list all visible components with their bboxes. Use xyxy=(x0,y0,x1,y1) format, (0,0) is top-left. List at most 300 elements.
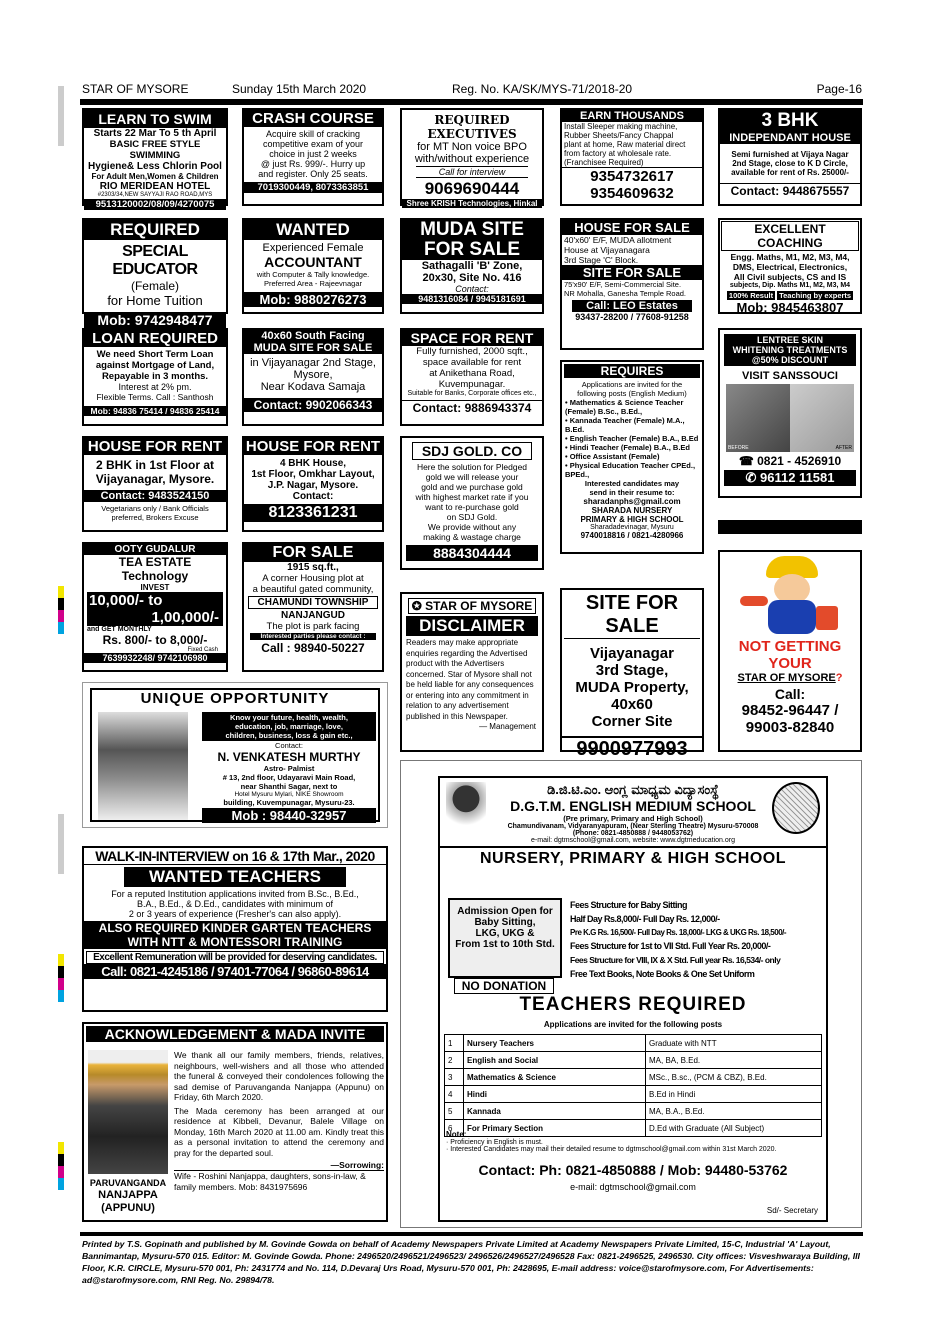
ad-for-sale-plot xyxy=(242,542,384,672)
ad-tea-estate xyxy=(82,542,228,672)
ad-paragraph: Wife - Roshini Nanjappa, daughters, sons-in-law, & family members. Mob: 8431975696 xyxy=(174,1171,366,1192)
ad-phone-line xyxy=(724,470,856,486)
row-number: 4 xyxy=(445,1086,464,1103)
ad-text: on SDJ Gold. xyxy=(446,512,498,522)
ad-text: Applications are invited for the xyxy=(581,380,683,389)
ad-phone: 8884304444 xyxy=(406,545,538,561)
ad-text: Install Sleeper making machine, xyxy=(564,122,678,131)
ad-text: All Civil subjects, CS and IS xyxy=(733,272,847,282)
ad-space-for-rent xyxy=(400,328,544,426)
post-qualification: MA, B.A., B.Ed. xyxy=(646,1103,822,1120)
ad-text: 40'x60' E/F, MUDA allotment xyxy=(564,235,672,245)
post-name: Hindi xyxy=(464,1086,646,1103)
ad-text: ACCOUNTANT xyxy=(264,254,362,270)
ad-text: Call: LEO Estates xyxy=(572,300,692,312)
ad-title: NOT GETTING xyxy=(738,638,842,655)
ad-text: Hygiene& Less Chlorin Pool xyxy=(88,161,222,172)
ad-text: B.A., B.Ed., & D.Ed., candidates with minimum of xyxy=(136,899,334,909)
ad-title: FOR SALE xyxy=(244,544,382,562)
ad-title: WHITENING TREATMENTS xyxy=(732,345,848,355)
ad-text: The plot is park facing xyxy=(266,621,360,632)
ad-text: at Anikethana Road, xyxy=(429,368,515,379)
table-row xyxy=(445,1086,822,1103)
row-number: 5 xyxy=(445,1103,464,1120)
ad-text: (Female) xyxy=(130,279,179,293)
ad-phone: 93437-28200 / 77608-91258 xyxy=(575,312,689,322)
ad-phone: 0821 - 4526910 xyxy=(757,454,842,468)
ad-title: LOAN REQUIRED xyxy=(84,330,226,347)
ad-text: Chamundivanam, Vidyaranyapuram, (Near Sterling Theatre) Mysuru-570008 xyxy=(507,823,759,830)
coaching-badges xyxy=(720,291,860,300)
ad-text: Fully furnished, 2000 sqft., xyxy=(416,346,528,357)
ad-text: (Franchisee Required) xyxy=(564,158,644,167)
after-photo xyxy=(790,384,854,452)
ad-text: Engg. Maths, M1, M2, M3, M4, xyxy=(730,252,850,262)
registration-number: Reg. No. KA/SK/MYS-71/2018-20 xyxy=(452,82,633,96)
ad-text: RIO MERIDEAN HOTEL xyxy=(99,181,211,192)
school-banner: NURSERY, PRIMARY & HIGH SCHOOL xyxy=(480,850,786,867)
ad-title: REQUIRED xyxy=(84,220,226,240)
fee-line: Fees Structure for 1st to VII Std. Full Year Rs. 20,000/- xyxy=(570,941,771,951)
ad-special-educator xyxy=(82,218,228,328)
ad-text: SPECIAL EDUCATOR xyxy=(112,243,198,278)
black-bar xyxy=(718,520,862,534)
ad-text: # 13, 2nd floor, Udayaravi Main Road, xyxy=(222,773,356,782)
ad-loan-required xyxy=(82,328,228,426)
ad-text: PRIMARY & HIGH SCHOOL xyxy=(580,515,684,524)
ad-phone: 98452-96447 / xyxy=(741,702,839,719)
ad-text: 10,000/- to xyxy=(89,592,163,609)
ad-text: children, business, loss & gain etc., xyxy=(225,731,353,740)
divider xyxy=(440,846,826,848)
ad-text: competitive exam of your xyxy=(262,139,364,149)
ad-text: (Phone: 0821-4850888 / 9448053762) xyxy=(572,830,694,837)
fee-structure xyxy=(570,900,826,979)
table-row xyxy=(445,1069,822,1086)
post-qualification: D.Ed with Graduate (All Subject) xyxy=(646,1120,822,1137)
ad-title: WANTED xyxy=(244,220,382,240)
ad-text: gold and we purchase gold xyxy=(421,482,523,492)
ad-text: Hotel Mysuru Mylari, NIKE Showroom xyxy=(234,791,344,798)
post-name: Mathematics & Science xyxy=(464,1069,646,1086)
ad-text: For Adult Men,Women & Children xyxy=(91,172,219,181)
ad-text: education, job, marriage, love, xyxy=(235,722,343,731)
ad-text: Vijayanagar, Mysore. xyxy=(95,472,215,486)
ad-text: Fixed Cash xyxy=(187,647,218,653)
ad-site-for-sale xyxy=(560,588,704,760)
ad-crash-course xyxy=(242,108,384,206)
ad-house-for-rent-4bhk xyxy=(242,436,384,532)
footer-rule xyxy=(80,1232,863,1236)
ad-text: gold we will release your xyxy=(425,472,519,482)
ad-text: 1,00,000/- xyxy=(151,609,219,626)
ad-text: Sharadadevinagar, Mysuru xyxy=(590,524,674,531)
issue-date: Sunday 15th March 2020 xyxy=(232,82,367,96)
ad-title: HOUSE FOR RENT xyxy=(84,438,226,455)
ad-phone: 99003-82840 xyxy=(745,719,835,736)
ad-text: 1915 sq.ft., xyxy=(287,562,339,573)
invest-amount xyxy=(87,592,223,626)
ad-phone: Mob : 98440-32957 xyxy=(202,808,376,823)
ad-text: · Interested Candidates may mail their detailed resume to dgtmschool@gmail.com within 31st March 2020. xyxy=(446,1146,777,1153)
ad-phone: 9900977993 xyxy=(562,736,702,761)
ad-phone: 9513120002/08/09/4270075 xyxy=(84,199,226,210)
ad-list-item: • Kannada Teacher (Female) M.A., B.Ed. xyxy=(565,416,685,434)
ad-text: Preferred Area - Rajeevnagar xyxy=(264,279,362,288)
ad-earn-thousands xyxy=(560,108,704,206)
ad-text: Here the solution for Pledged xyxy=(416,462,528,472)
school-notes xyxy=(446,1130,820,1153)
ad-title: SITE FOR SALE xyxy=(585,592,679,637)
ad-house-and-site-for-sale xyxy=(560,218,704,350)
school-name: D.G.T.M. ENGLISH MEDIUM SCHOOL xyxy=(510,798,756,814)
ad-text: STAR OF MYSORE xyxy=(737,672,836,684)
ad-list-item: • Physical Education Teacher CPEd., BPEd., xyxy=(565,461,696,479)
ad-phone: Mob: 9880276273 xyxy=(244,292,382,307)
ad-title: UNIQUE OPPORTUNITY xyxy=(140,690,330,707)
ad-text: SHARADA NURSERY xyxy=(591,506,673,515)
ad-text: sharadanphs@gmail.com xyxy=(583,497,681,506)
ad-text: Contact: xyxy=(455,284,489,294)
ad-text: NANJANGUD xyxy=(281,610,345,621)
ad-text: Rs. 800/- to 8,000/- xyxy=(102,633,208,647)
ad-text: following posts (English Medium) xyxy=(577,389,687,398)
ad-wanted-accountant xyxy=(242,218,384,314)
ad-text: Vijayanagar xyxy=(590,645,674,662)
ad-text: 4 BHK House, xyxy=(279,458,347,469)
ad-phone: 7639932248/ 9742106980 xyxy=(84,653,226,663)
admission-box xyxy=(448,898,562,978)
row-number: 6 xyxy=(445,1120,464,1137)
post-qualification: MA, BA, B.Ed. xyxy=(646,1052,822,1069)
registration-marks xyxy=(58,86,64,1266)
ad-title: WANTED TEACHERS xyxy=(124,867,346,887)
ad-text: with/without experience xyxy=(414,153,530,165)
paper-line xyxy=(720,672,860,684)
ad-text: VISIT SANSSOUCI xyxy=(742,370,838,382)
ad-text: 2nd Stage, close to K D Circle, xyxy=(732,159,848,168)
fee-line: Free Text Books, Note Books & One Set Uniform xyxy=(570,969,755,979)
ad-phone: 9354732617 xyxy=(562,167,702,185)
ad-text: House at Vijayanagara xyxy=(564,245,650,255)
row-number: 3 xyxy=(445,1069,464,1086)
school-logo-left xyxy=(446,782,486,838)
ad-text: near Shanthi Sagar, next to xyxy=(240,782,338,791)
ad-text: available for rent of Rs. 25000/- xyxy=(731,168,849,177)
ad-text: Shree KRISH Technologies, Hinkal xyxy=(402,199,542,208)
header-rule xyxy=(80,99,863,105)
ad-title: FOR SALE xyxy=(402,240,542,260)
ad-text: Mysore, xyxy=(293,369,333,381)
table-row xyxy=(445,1035,822,1052)
ad-text: Semi furnished at Vijaya Nagar xyxy=(731,150,849,159)
ad-text: ? xyxy=(835,672,843,684)
astro-services xyxy=(202,712,376,741)
ad-text: 40x60 xyxy=(611,696,653,713)
ad-text: making & wastage charge xyxy=(423,532,521,542)
post-qualification: B.Ed in Hindi xyxy=(646,1086,822,1103)
row-number: 2 xyxy=(445,1052,464,1069)
ad-text: Kuvempunagar. xyxy=(438,379,506,390)
ad-text: e-mail: dgtmschool@gmail.com, website: www.dgtmeducation.org xyxy=(531,837,735,844)
ad-text: 2 or 3 years of experience (Fresher's can also apply). xyxy=(128,909,342,919)
ad-title: 3 BHK xyxy=(720,110,860,132)
ad-title: WALK-IN-INTERVIEW on 16 & 17th Mar., 2020 xyxy=(84,848,386,865)
ad-phone: Contact: 9886943374 xyxy=(402,400,542,415)
deceased-name: NANJAPPA xyxy=(98,1189,158,1201)
ad-disclaimer xyxy=(400,592,544,752)
post-name: For Primary Section xyxy=(464,1120,646,1137)
ad-text: in Vijayanagar 2nd Stage, xyxy=(250,357,376,369)
no-donation-badge: NO DONATION xyxy=(454,978,554,994)
ad-text: ALSO REQUIRED KINDER GARTEN TEACHERS xyxy=(84,921,386,935)
ad-text: Contact: xyxy=(292,491,334,502)
ad-title: OOTY GUDALUR xyxy=(84,544,226,555)
ad-text: subjects, Dip. Maths M1, M2, M3, M4 xyxy=(729,282,851,289)
ad-phone: 9481316084 / 9945181691 xyxy=(402,294,542,304)
ad-phone: 9740018816 / 0821-4280966 xyxy=(580,531,684,540)
ad-title: REQUIRES xyxy=(564,364,700,378)
ad-phone: Mob: 94836 75414 / 94836 25414 xyxy=(84,406,226,416)
ad-dgtm-school xyxy=(438,776,828,1222)
ad-phone: Call : 98940-50227 xyxy=(261,641,365,655)
ad-title: SDJ GOLD. CO xyxy=(412,442,532,460)
ad-title: MUDA SITE xyxy=(402,220,542,240)
ad-title: LENTREE SKIN xyxy=(756,335,823,345)
ad-house-for-rent-2bhk xyxy=(82,436,228,532)
ad-required-executives xyxy=(400,108,544,206)
ad-not-getting-paper xyxy=(718,550,862,752)
ad-title: @50% DISCOUNT xyxy=(751,355,829,365)
ad-text: building, Kuvempunagar, Mysuru-23. xyxy=(223,798,355,807)
ad-text: (Pre primary, Primary and High School) xyxy=(563,814,703,823)
ad-unique-opportunity xyxy=(90,688,380,822)
ad-learn-to-swim xyxy=(82,108,228,210)
deceased-name: PARUVANGANDA xyxy=(89,1178,167,1188)
ad-title: EARN THOUSANDS xyxy=(562,110,702,122)
ad-text: MUDA Property, xyxy=(575,679,689,696)
ad-text: 3rd Stage 'C' Block. xyxy=(564,255,639,265)
ad-text: Starts 22 Mar To 5 th April xyxy=(93,128,217,139)
ad-phone: 7019300449, 8073363851 xyxy=(244,182,382,193)
imprint-footer: Printed by T.S. Gopinath and published by M. Govinde Gowda on behalf of Academy Newspapers Private Limited at Academy Newspapers Private Limited, 15-C, Industrial 'A' Layout, Bannimantap, Mysuru-570 015. Editor: M. Govinde Gowda. Phone: 2496520/2496521/2496523/ 2496526/2496527/2496528 Fax: 0821-2496525, 2496530. City offices: Visveshwaraya Building, III Floor, K.R. CIRCLE, Mysuru-570 001, Ph: 2431774 and No. 114, D.Devaraj Urs Road, Mysuru-570 001, Ph: 2428695, E-mail address: voice@starofmysore.com, For Advertisements: ad@starofmysore.com, RNI Reg. No. 29894/78. xyxy=(82,1239,860,1285)
ad-text: for Home Tuition xyxy=(107,293,203,308)
ad-text: and register. Only 25 seats. xyxy=(258,169,368,179)
ad-text: @ just Rs. 999/-. Hurry up xyxy=(260,159,366,169)
astro-details xyxy=(202,712,376,823)
ad-text: — Management xyxy=(479,722,536,731)
ad-title: INDEPENDANT HOUSE xyxy=(720,132,860,144)
ad-text: Know your future, health, wealth, xyxy=(230,713,348,722)
school-signature: Sd/- Secretary xyxy=(766,1206,818,1215)
deceased-photo xyxy=(88,1050,168,1174)
ad-text: WITH NTT & MONTESSORI TRAINING xyxy=(84,935,386,949)
acknowledgement-text xyxy=(174,1050,384,1192)
ad-title: LEARN TO SWIM xyxy=(84,110,226,128)
ad-text: Interest at 2% pm. xyxy=(118,382,192,392)
astro-name: N. VENKATESH MURTHY xyxy=(217,750,361,764)
ad-text: 2 BHK in 1st Floor at xyxy=(95,458,214,472)
ad-badge: 100% Result xyxy=(728,291,774,300)
ad-phone: 9069690444 xyxy=(424,179,520,198)
ad-list-item: • Office Assistant (Female) xyxy=(565,452,660,461)
ad-text: 3rd Stage, xyxy=(595,662,669,679)
ad-text: Baby Sitting, xyxy=(474,917,536,928)
posts-table xyxy=(444,1034,822,1137)
ad-walk-in-interview xyxy=(82,846,388,1012)
post-name: Kannada xyxy=(464,1103,646,1120)
mascot-illustration xyxy=(720,556,860,634)
ad-text: Vegetarians only / Bank Officials xyxy=(101,504,209,513)
ad-text: From 1st to 10th Std. xyxy=(455,939,555,950)
ad-text: Corner Site xyxy=(591,713,673,730)
ad-phone: 9354609632 xyxy=(590,185,674,202)
ad-title: SITE FOR SALE xyxy=(562,265,702,280)
ad-text: choice in just 2 weeks xyxy=(269,149,357,159)
ad-title: EXCELLENT COACHING xyxy=(721,221,859,251)
fee-line: Pre K.G Rs. 16,500/- Full Day Rs. 18,000/- LKG & UKG Rs. 18,500/- xyxy=(570,928,787,937)
school-contact: Contact: Ph: 0821-4850888 / Mob: 94480-53762 xyxy=(478,1162,788,1178)
ad-text: For a reputed Institution applications invited from B.Sc., B.Ed., xyxy=(111,889,359,899)
ad-text: DMS, Electrical, Electronics, xyxy=(732,262,848,272)
phone-icon: ☎ xyxy=(738,454,758,468)
ad-3bhk-house xyxy=(718,108,862,206)
ad-text: Rubber Sheets/Fancy Chappal xyxy=(564,131,674,140)
ad-text: against Mortgage of Land, xyxy=(95,360,215,371)
ad-phone: Contact: 9448675557 xyxy=(720,183,860,198)
ad-text: Contact: xyxy=(275,741,303,750)
ad-text: 75'x90' E/F, Semi-Commercial Site. xyxy=(564,280,682,289)
fee-line: Fees Structure for VIII, IX & X Std. Full year Rs. 16,534/- only xyxy=(570,955,781,965)
ad-phone: Contact: 9483524150 xyxy=(84,490,226,502)
ad-text: Near Kodava Samaja xyxy=(260,381,366,393)
ad-text: Call: xyxy=(774,686,806,702)
ad-title: HOUSE FOR RENT xyxy=(245,438,381,455)
ad-text: Flexible Terms. Call : Santhosh xyxy=(96,392,214,402)
school-kannada-name: ಡಿ.ಜಿ.ಟಿ.ಎಂ. ಆಂಗ್ಲ ಮಾಧ್ಯಮ ವಿದ್ಯಾಸಂಸ್ಥೆ xyxy=(547,782,719,797)
ad-phone: Mob: 9742948477 xyxy=(84,312,226,328)
ad-text: Readers may make appropriate enquiries regarding the Advertised product with the Advertisers concerned. Star of Mysore shall not be held liable for any consequences or entering into any commitment in relation to any advertisement published in this Newspaper. xyxy=(406,638,534,721)
ad-text: Suitable for Banks, Corporate offices etc., xyxy=(407,390,537,397)
fee-line: Fees Structure for Baby Sitting xyxy=(570,900,688,910)
school-email: e-mail: dgtmschool@gmail.com xyxy=(570,1182,696,1192)
ad-text: CHAMUNDI TOWNSHIP xyxy=(248,596,378,609)
ad-text: plant at home, Raw material direct xyxy=(564,140,686,149)
ad-text: We need Short Term Loan xyxy=(96,349,214,360)
ad-title: CRASH COURSE xyxy=(244,110,382,127)
ad-list-item: • Mathematics & Science Teacher (Female) B.Sc., B.Ed., xyxy=(565,398,684,416)
ad-text: and GET MONTHLY xyxy=(87,626,152,633)
ad-text: TEA ESTATE Technology xyxy=(118,555,192,583)
ad-phone-line xyxy=(720,454,860,468)
teachers-required-title: TEACHERS REQUIRED xyxy=(519,994,747,1015)
ad-phone: Call: 0821-4245186 / 97401-77064 / 96860-89614 xyxy=(84,964,386,979)
ad-text: INVEST xyxy=(140,583,170,592)
photo-caption: BEFORE xyxy=(728,445,749,451)
ad-paragraph: We thank all our family members, friends, relatives, neighbours, well-wishers and all those who attended the funeral & conveyed their condolences following the sad demise of Paruvanganda Nanjappa (Appunu) on Friday, 6th March 2020. xyxy=(174,1050,384,1102)
ad-text: space available for rent xyxy=(422,357,522,368)
page-header xyxy=(82,82,862,100)
ad-text: Interested parties please contact : xyxy=(250,633,376,640)
ad-text: Experienced Female xyxy=(262,242,364,254)
post-qualification: Graduate with NTT xyxy=(646,1035,822,1052)
ad-text: from factory at wholesale rate. xyxy=(564,149,672,158)
ad-south-facing-site xyxy=(242,328,384,426)
ad-badge: Teaching by experts xyxy=(779,291,852,300)
ad-title: REQUIRED EXECUTIVES xyxy=(427,113,517,141)
ad-sharada-requires xyxy=(560,360,704,554)
ad-excellent-coaching xyxy=(718,218,862,314)
ad-text: J.P. Nagar, Mysore. xyxy=(267,480,359,491)
ad-text: Admission Open for xyxy=(457,906,553,917)
ad-text: Sathagalli 'B' Zone, xyxy=(421,260,523,272)
ad-title: YOUR xyxy=(768,655,812,672)
post-name: Nursery Teachers xyxy=(464,1035,646,1052)
ad-text: send in their resume to: xyxy=(589,488,675,497)
ad-sdj-gold xyxy=(400,436,544,570)
ad-text: —Sorrowing: xyxy=(174,1160,384,1171)
ad-phone: 96112 11581 xyxy=(760,470,835,485)
row-number: 1 xyxy=(445,1035,464,1052)
ad-paragraph: The Mada ceremony has been arranged at our residence at Kibbeli, Devanur, Balele Village on Monday, 16th March 2020 at 11.00 am. Kindly treat this as a personal invitation to attend the ceremony and pray for the departed soul. xyxy=(174,1105,384,1158)
table-row xyxy=(445,1103,822,1120)
ad-title: MUDA SITE FOR SALE xyxy=(244,342,382,354)
ad-text: We provide without any xyxy=(427,522,517,532)
ad-text: Astro- Palmist xyxy=(263,764,315,773)
ad-text: with Computer & Tally knowledge. xyxy=(256,270,370,279)
ad-phone: 8123361231 xyxy=(244,504,382,522)
post-name: English and Social xyxy=(464,1052,646,1069)
ad-text: Interested candidates may xyxy=(584,479,680,488)
whatsapp-icon: ✆ xyxy=(745,470,761,485)
skin-header xyxy=(724,334,856,366)
ad-text: #2303/34,NEW SAYYAJI RAO ROAD,MYS xyxy=(97,192,213,198)
ad-text: Applications are invited for the following posts xyxy=(543,1020,723,1029)
ad-acknowledgement xyxy=(82,1022,388,1222)
ad-text: Acquire skill of cracking xyxy=(265,129,361,139)
ad-text: NR Mohalla, Ganesha Temple Road. xyxy=(564,289,687,298)
ad-phone: Mob: 9845463807 xyxy=(736,300,844,315)
ad-text: A corner Housing plot at xyxy=(262,573,364,584)
ad-list-item: • Hindi Teacher (Female) B.A., B.Ed xyxy=(565,443,691,452)
ad-text: want to re-purchase gold xyxy=(425,502,519,512)
ad-muda-site xyxy=(400,218,544,314)
deceased-name: (APPUNU) xyxy=(101,1202,155,1214)
ad-text: 20x30, Site No. 416 xyxy=(422,272,522,284)
logo-text: STAR OF MYSORE xyxy=(425,599,533,613)
star-of-mysore-logo xyxy=(408,598,536,614)
before-photo xyxy=(726,384,790,452)
photo-caption: AFTER xyxy=(835,445,852,451)
ad-text: · Proficiency in English is must. xyxy=(446,1139,543,1146)
star-icon: ✪ xyxy=(411,599,426,613)
ad-text: for MT Non voice BPO xyxy=(417,141,527,153)
ad-text: Excellent Remuneration will be provided for deserving candidates. xyxy=(86,951,384,964)
ad-text: Repayable in 3 months. xyxy=(101,371,209,382)
ad-text: Note: xyxy=(446,1130,467,1139)
ad-text: Call for interview xyxy=(416,166,528,178)
table-row xyxy=(445,1052,822,1069)
ad-title: ACKNOWLEDGEMENT & MADA INVITE xyxy=(86,1026,384,1042)
ad-text: BASIC FREE STYLE SWIMMING xyxy=(109,139,201,161)
ad-title: 40x60 South Facing xyxy=(244,330,382,342)
page-number: Page-16 xyxy=(816,82,862,96)
ad-text: LKG, UKG & xyxy=(475,928,535,939)
ad-title: SPACE FOR RENT xyxy=(402,330,542,346)
astro-photo xyxy=(98,712,188,820)
ad-title: DISCLAIMER xyxy=(406,616,538,636)
fee-line: Half Day Rs.8,000/- Full Day Rs. 12,000/- xyxy=(570,914,720,924)
